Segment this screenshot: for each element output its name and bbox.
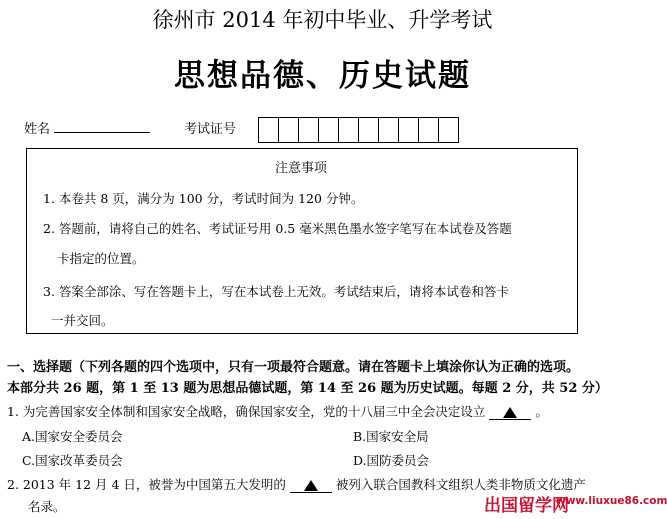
question-1-text-end: 。	[535, 404, 548, 419]
notice-box	[26, 148, 578, 334]
id-digit-box[interactable]	[298, 117, 319, 143]
question-1-option-c: C.国家改革委员会	[22, 453, 123, 468]
id-number-boxes[interactable]	[259, 117, 459, 143]
question-1-answer-blank	[489, 405, 531, 420]
id-digit-box[interactable]	[358, 117, 379, 143]
notice-line-2-cont: 卡指定的位置。	[57, 251, 145, 266]
id-digit-box[interactable]	[378, 117, 399, 143]
notice-line-2: 2. 答题前，请将自己的姓名、考试证号用 0.5 毫米黑色墨水签字笔写在本试卷及答题	[43, 221, 512, 236]
notice-line-3-cont: 一并交回。	[51, 313, 114, 328]
watermark-brand: 出国留学网	[484, 496, 569, 516]
question-1-text: 1. 为完善国家安全体制和国家安全战略，确保国家安全，党的十八届三中全会决定设立	[7, 404, 486, 419]
id-digit-box[interactable]	[258, 117, 279, 143]
exam-subtitle: 思想品德、历史试题	[174, 58, 471, 94]
id-label: 考试证号	[184, 122, 237, 137]
question-1-option-d: D.国防委员会	[353, 453, 430, 468]
triangle-marker-icon	[304, 480, 318, 491]
question-1-stem	[7, 402, 548, 420]
notice-title: 注意事项	[275, 161, 328, 176]
id-digit-box[interactable]	[398, 117, 419, 143]
id-digit-box[interactable]	[438, 117, 459, 143]
triangle-marker-icon	[503, 407, 517, 418]
question-2-stem-cont: 名录。	[28, 499, 66, 514]
id-digit-box[interactable]	[418, 117, 439, 143]
question-1-option-a: A.国家安全委员会	[22, 429, 123, 444]
notice-line-1: 1. 本卷共 8 页，满分为 100 分，考试时间为 120 分钟。	[43, 191, 364, 206]
id-digit-box[interactable]	[338, 117, 359, 143]
watermark	[484, 491, 667, 517]
name-blank-line[interactable]	[54, 132, 150, 133]
question-1-option-b: B.国家安全局	[353, 429, 429, 444]
id-digit-box[interactable]	[318, 117, 339, 143]
watermark-url: www.liuxue86.com	[556, 495, 667, 507]
notice-line-3: 3. 答案全部涂、写在答题卡上，写在本试卷上无效。考试结束后，请将本试卷和答卡	[43, 284, 509, 299]
id-digit-box[interactable]	[278, 117, 299, 143]
question-2-answer-blank	[290, 478, 332, 493]
section-heading-line-2: 本部分共 26 题，第 1 至 13 题为思想品德试题，第 14 至 26 题为历史试题。每题 2 分，共 52 分）	[7, 381, 608, 396]
question-2-text: 2. 2013 年 12 月 4 日，被誉为中国第五大发明的	[7, 477, 286, 492]
question-2-text-end: 被列入联合国教科文组织人类非物质文化遗产	[335, 477, 586, 492]
exam-title: 徐州市 2014 年初中毕业、升学考试	[152, 8, 493, 32]
section-heading-line-1: 一、选择题（下列各题的四个选项中，只有一项最符合题意。请在答题卡上填涂你认为正确的选项。	[7, 360, 580, 375]
name-label: 姓名	[24, 122, 51, 137]
